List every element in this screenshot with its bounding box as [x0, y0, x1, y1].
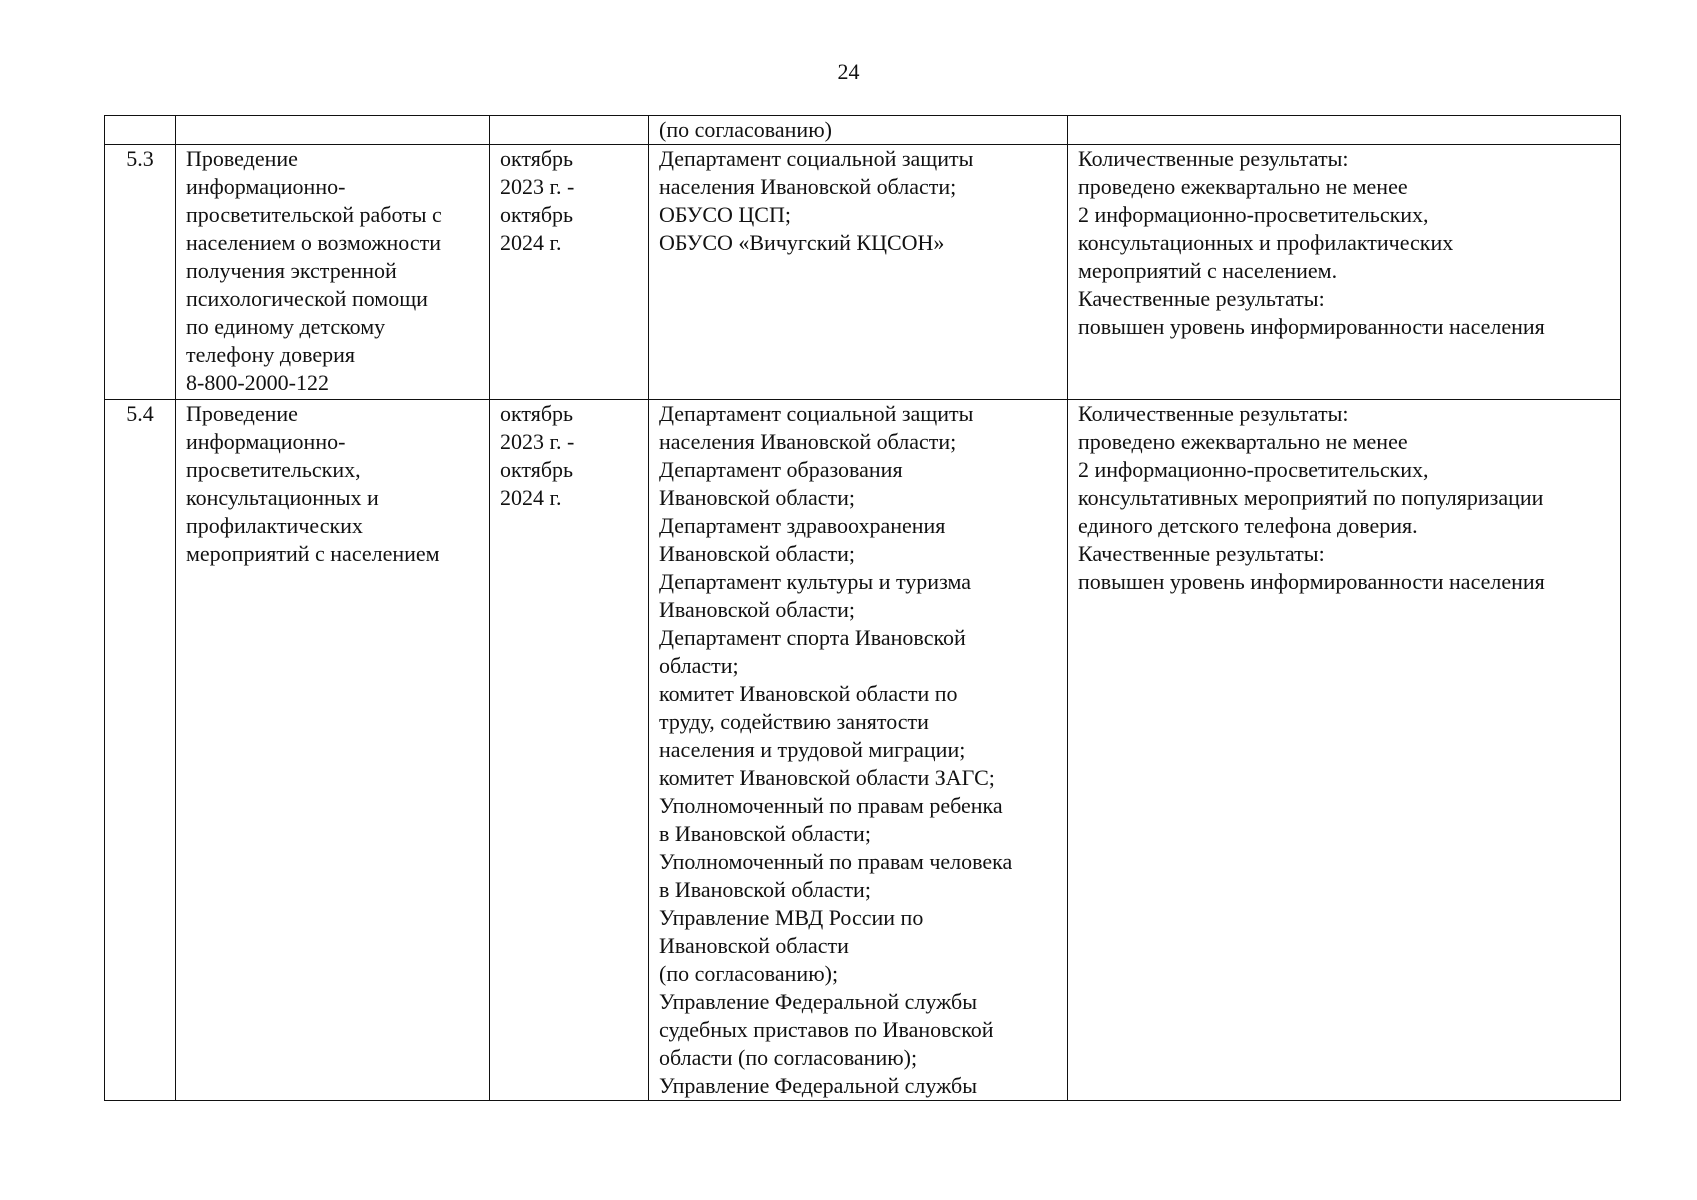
cell-line: Управление МВД России по [659, 905, 924, 930]
cell-line: Проведение [186, 146, 298, 171]
cell-line: Ивановской области; [659, 485, 856, 510]
cell-executors [649, 116, 1068, 145]
cell-line: в Ивановской области; [659, 821, 871, 846]
cell-line: Количественные результаты: [1078, 401, 1349, 426]
cell-line: октябрь [500, 401, 574, 426]
cell-line: труду, содействию занятости [659, 709, 929, 734]
cell-period [490, 145, 649, 400]
cell-activity [176, 145, 490, 400]
cell-line: Управление Федеральной службы [659, 1073, 978, 1098]
table-row-5-3 [105, 145, 1621, 400]
cell-line: Качественные результаты: [1078, 541, 1325, 566]
cell-line: Департамент социальной защиты [659, 401, 974, 426]
cell-line: проведено ежеквартально не менее [1078, 174, 1408, 199]
cell-line: получения экстренной [186, 258, 397, 283]
cell-line: 2024 г. [500, 230, 562, 255]
table-row-continuation [105, 116, 1621, 145]
cell-line: (по согласованию); [659, 961, 839, 986]
cell-line: населения и трудовой миграции; [659, 737, 966, 762]
table-row-5-4 [105, 400, 1621, 1101]
page-number: 24 [837, 59, 860, 84]
cell-line: мероприятий с населением. [1078, 258, 1338, 283]
cell-line: Количественные результаты: [1078, 146, 1349, 171]
cell-line: информационно- [186, 429, 346, 454]
cell-period [490, 400, 649, 1101]
cell-results [1068, 116, 1621, 145]
cell-line: населения Ивановской области; [659, 429, 957, 454]
cell-results [1068, 145, 1621, 400]
cell-line: мероприятий с населением [186, 541, 440, 566]
cell-activity [176, 400, 490, 1101]
cell-line: Департамент здравоохранения [659, 513, 946, 538]
cell-line: Уполномоченный по правам ребенка [659, 793, 1003, 818]
cell-line: (по согласованию) [659, 117, 832, 142]
cell-line: Управление Федеральной службы [659, 989, 978, 1014]
cell-executors [649, 145, 1068, 400]
cell-line: 2024 г. [500, 485, 562, 510]
cell-line: в Ивановской области; [659, 877, 871, 902]
cell-line: населения Ивановской области; [659, 174, 957, 199]
cell-executors [649, 400, 1068, 1101]
cell-line: ОБУСО ЦСП; [659, 202, 791, 227]
cell-number: 5.3 [105, 145, 176, 400]
cell-line: 2023 г. - [500, 429, 575, 454]
cell-number: 5.4 [105, 400, 176, 1101]
cell-line: повышен уровень информированности населения [1078, 314, 1545, 339]
cell-activity [176, 116, 490, 145]
cell-line: Проведение [186, 401, 298, 426]
cell-line: психологической помощи [186, 286, 428, 311]
cell-line: комитет Ивановской области по [659, 681, 958, 706]
cell-line: проведено ежеквартально не менее [1078, 429, 1408, 454]
cell-line: области (по согласованию); [659, 1045, 918, 1070]
cell-line: октябрь [500, 146, 574, 171]
cell-line: ОБУСО «Вичугский КЦСОН» [659, 230, 945, 255]
cell-line: 2 информационно-просветительских, [1078, 457, 1429, 482]
cell-number [105, 116, 176, 145]
cell-period [490, 116, 649, 145]
cell-line: телефону доверия [186, 342, 356, 367]
cell-line: повышен уровень информированности населения [1078, 569, 1545, 594]
cell-line: Ивановской области; [659, 541, 856, 566]
cell-line: Департамент спорта Ивановской [659, 625, 966, 650]
cell-line: Департамент образования [659, 457, 903, 482]
cell-line: 2023 г. - [500, 174, 575, 199]
cell-line: Ивановской области; [659, 597, 856, 622]
cell-line: консультационных и профилактических [1078, 230, 1454, 255]
cell-line: октябрь [500, 457, 574, 482]
cell-line: информационно- [186, 174, 346, 199]
cell-line: октябрь [500, 202, 574, 227]
cell-line: населением о возможности [186, 230, 441, 255]
cell-line: профилактических [186, 513, 363, 538]
cell-line: Департамент социальной защиты [659, 146, 974, 171]
cell-line: консультативных мероприятий по популяризации [1078, 485, 1544, 510]
cell-line: единого детского телефона доверия. [1078, 513, 1418, 538]
cell-line: 2 информационно-просветительских, [1078, 202, 1429, 227]
cell-line: просветительской работы с [186, 202, 442, 227]
cell-line: Ивановской области [659, 933, 849, 958]
cell-line: Департамент культуры и туризма [659, 569, 971, 594]
cell-line: комитет Ивановской области ЗАГС; [659, 765, 995, 790]
cell-line: судебных приставов по Ивановской [659, 1017, 994, 1042]
plan-table [104, 115, 1621, 1101]
cell-line: 8-800-2000-122 [186, 370, 329, 395]
cell-line: консультационных и [186, 485, 379, 510]
cell-results [1068, 400, 1621, 1101]
cell-line: Качественные результаты: [1078, 286, 1325, 311]
cell-line: области; [659, 653, 739, 678]
cell-line: по единому детскому [186, 314, 386, 339]
cell-line: просветительских, [186, 457, 361, 482]
cell-line: Уполномоченный по правам человека [659, 849, 1013, 874]
